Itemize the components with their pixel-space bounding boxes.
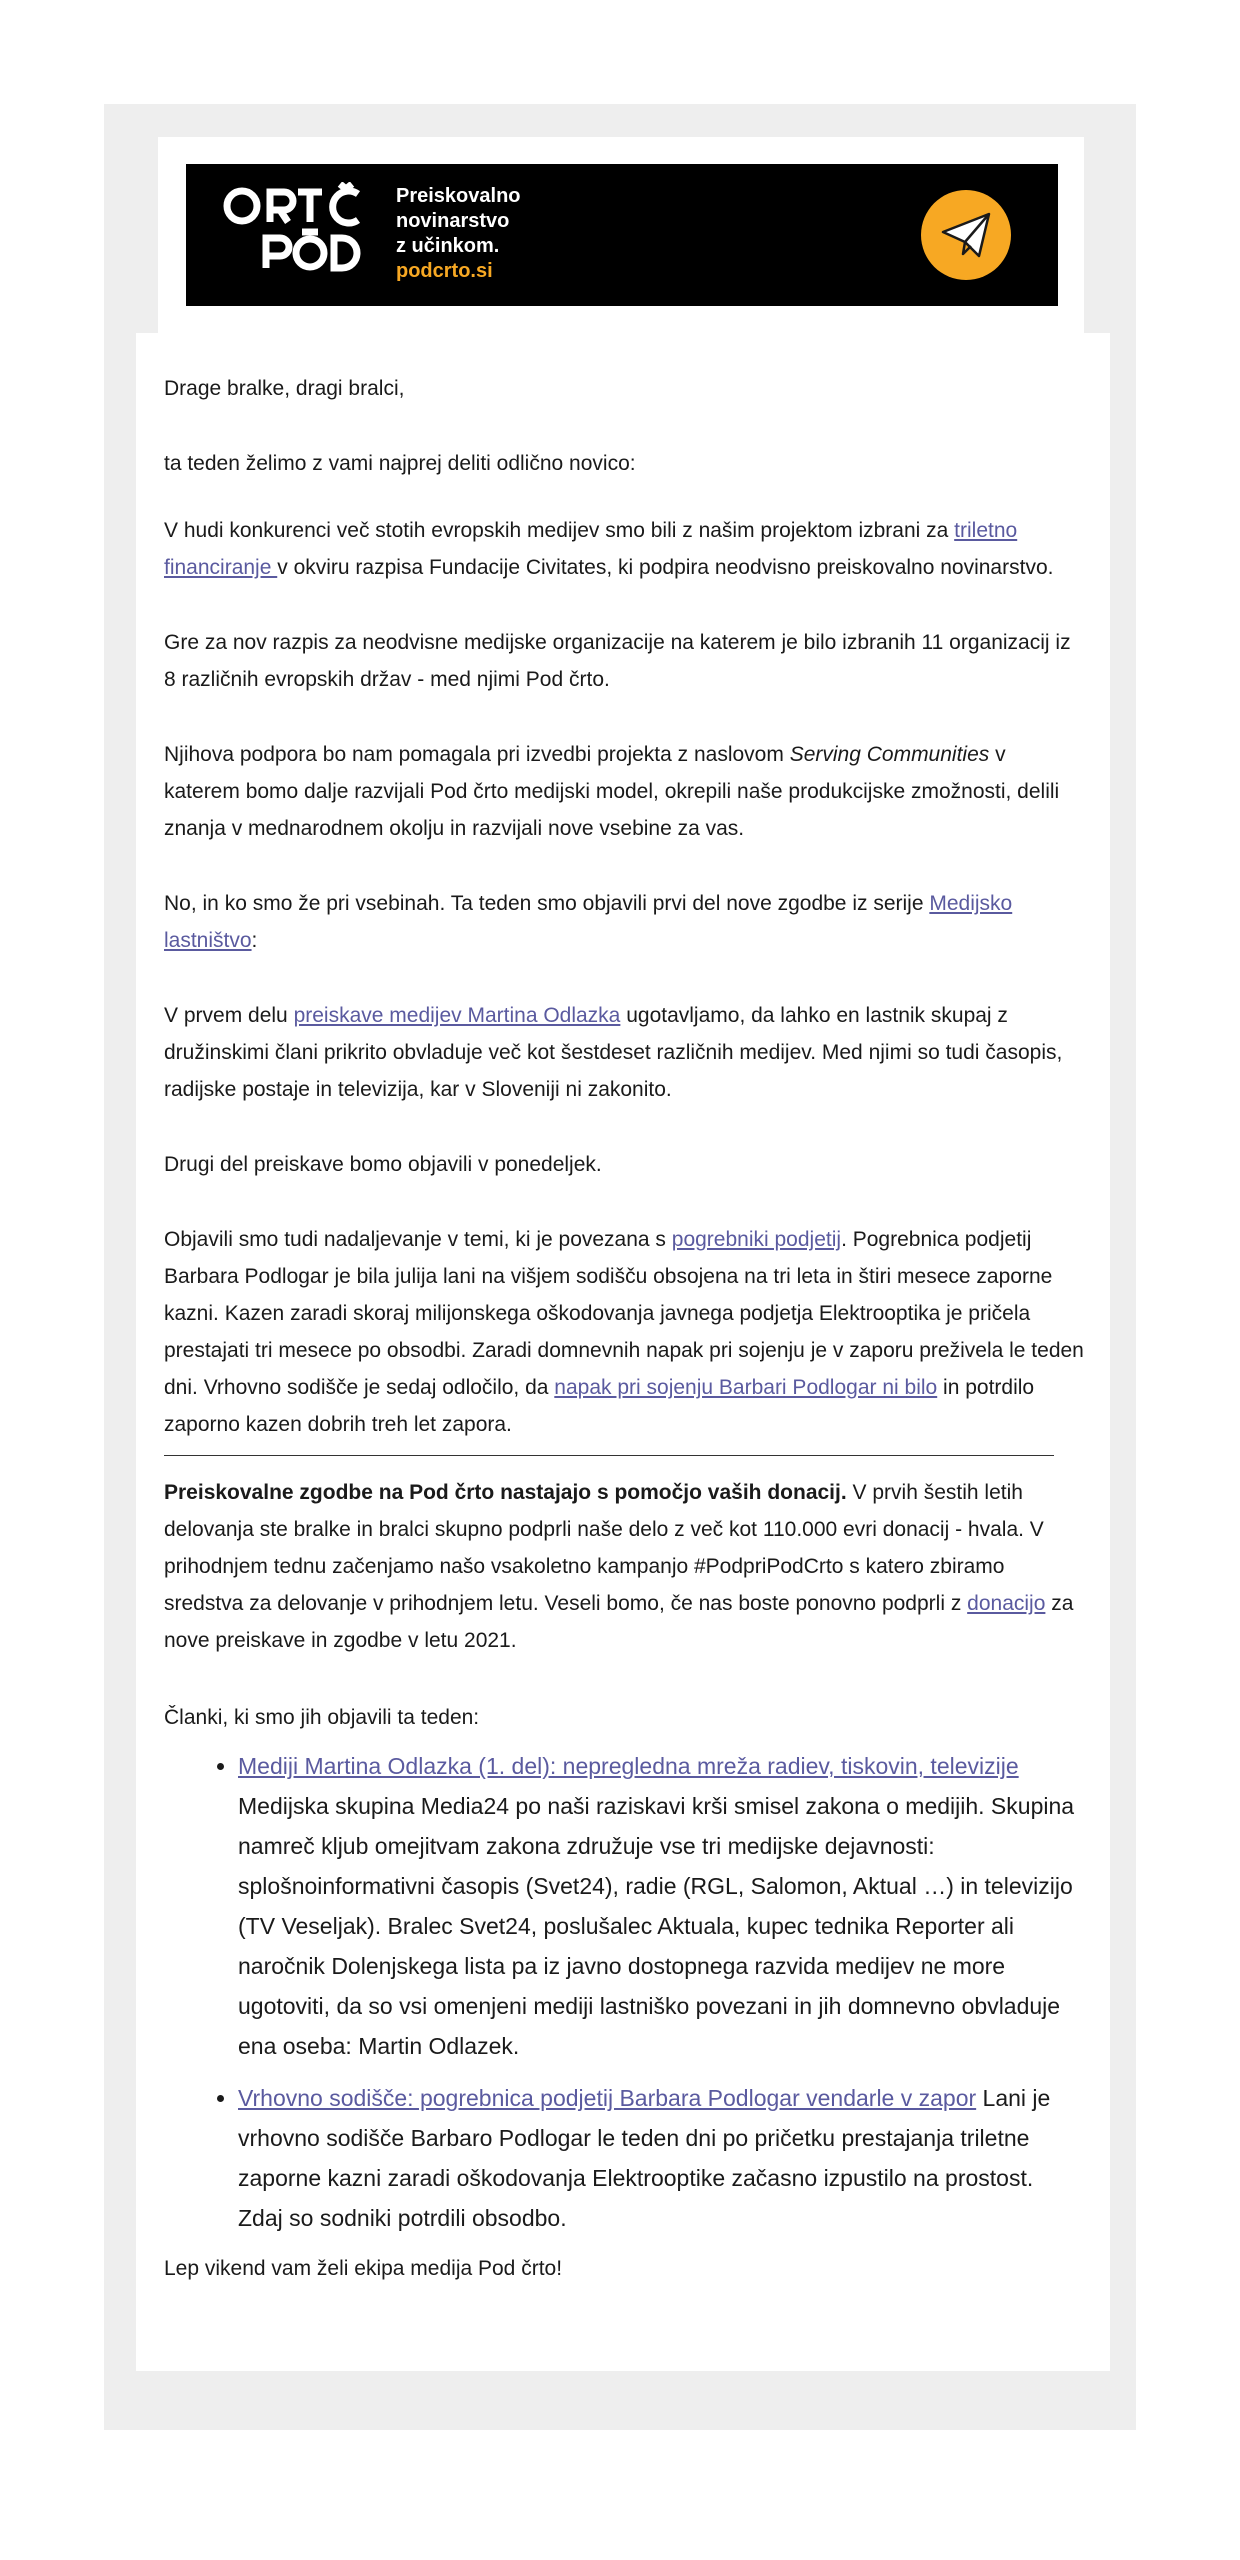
article-link[interactable]: Mediji Martina Odlazka (1. del): nepregledna mreža radiev, tiskovin, televizije <box>238 1753 1019 1779</box>
paragraph-civitates <box>164 512 1084 586</box>
tagline-line-2: novinarstvo <box>396 210 510 232</box>
text: v okviru razpisa Fundacije Civitates, ki podpira neodvisno preiskovalno novinarstvo. <box>277 556 1054 579</box>
text: in potrdilo zaporno kazen dobrih treh let zapora. <box>164 1376 1035 1436</box>
text: V hudi konkurenci več stotih evropskih medijev smo bili z našim projektom izbrani za <box>164 519 955 542</box>
donation-heading: Preiskovalne zgodbe na Pod črto nastajajo s pomočjo vaših donacij. <box>164 1481 847 1504</box>
article-summary: Lani je vrhovno sodišče Barbaro Podlogar le teden dni po pričetku prestajanja triletne zaporne kazni zaradi oškodovanja Elektrooptike začasno izpustilo na prostost. Zdaj so sodniki potrdili obsodbo. <box>238 2085 1051 2231</box>
text: Njihova podpora bo nam pomagala pri izvedbi projekta z naslovom <box>164 743 790 766</box>
article-link[interactable]: Vrhovno sodišče: pogrebnica podjetij Barbara Podlogar vendarle v zapor <box>238 2085 977 2111</box>
link-preiskave-medijev[interactable]: preiskave medijev Martina Odlazka <box>293 1004 621 1027</box>
text: V prvih šestih letih delovanja ste bralke in bralci skupno podprli naše delo z več kot 110.000 evri donacij - hvala. V prihodnjem tednu začenjamo našo vsakoletno kampanjo #PodpriPodCrto s katero zbiramo sredstva za delovanje v prihodnjem letu. Veseli bomo, če nas boste ponovno podprli z <box>164 1481 1044 1615</box>
link-pogrebniki-podjetij[interactable]: pogrebniki podjetij <box>671 1228 842 1251</box>
list-item <box>238 1746 1084 2066</box>
articles-list <box>164 1746 1084 2238</box>
paper-plane-icon <box>921 190 1011 280</box>
logo-mark <box>222 182 372 272</box>
site-url: podcrto.si <box>396 260 493 282</box>
greeting: Drage bralke, dragi bralci, <box>164 377 405 400</box>
text: . Pogrebnica podjetij Barbara Podlogar je bila julija lani na višjem sodišču obsojena na tri leta in štiri mesece zaporne kazni. Kazen zaradi skoraj milijonskega oškodovanja javnega podjetja Elektrooptika je pričela prestajati tri mesece po obsodbi. Zaradi domnevnih napak pri sojenju je v zaporu preživela le teden dni. Vrhovno sodišče je sedaj odločilo, da <box>164 1228 1084 1399</box>
link-medijsko-lastnistvo[interactable]: Medijsko lastništvo <box>164 892 1013 952</box>
text: No, in ko smo že pri vsebinah. Ta teden smo objavili prvi del nove zgodbe iz serije <box>164 892 930 915</box>
tagline-line-1: Preiskovalno <box>396 185 521 207</box>
email-body <box>164 370 1084 2325</box>
link-triletno-financiranje[interactable]: triletno financiranje <box>164 519 1018 579</box>
paragraph-donacije <box>164 1474 1084 1659</box>
paragraph-serving-communities <box>164 736 1084 847</box>
tagline-line-3: z učinkom. <box>396 235 500 257</box>
paragraph-odlazek <box>164 997 1084 1108</box>
podcrto-logo <box>222 182 372 272</box>
text: ugotavljamo, da lahko en lastnik skupaj z družinskimi člani prikrito obvladuje več kot šestdeset različnih medijev. Med njimi so tudi časopis, radijske postaje in televizija, kar v Sloveniji ni zakonito. <box>164 1004 1063 1101</box>
text: Objavili smo tudi nadaljevanje v temi, ki je povezana s <box>164 1228 672 1251</box>
link-donacijo[interactable]: donacijo <box>967 1592 1046 1615</box>
article-summary: Medijska skupina Media24 po naši raziskavi krši smisel zakona o medijih. Skupina namreč kljub omejitvam zakona združuje vse tri medijske dejavnosti: splošnoinformativni časopis (Svet24), radie (RGL, Salomon, Aktual …) in televizijo (TV Veseljak). Bralec Svet24, poslušalec Aktuala, kupec tednika Reporter ali naročnik Dolenjskega lista pa iz javno dostopnega razvida medijev ne more ugotoviti, da so vsi omenjeni mediji lastniško povezani in jih domnevno obvladuje ena oseba: Martin Odlazek. <box>238 1793 1075 2059</box>
paragraph-pogrebniki <box>164 1221 1084 1443</box>
text: za nove preiskave in zgodbe v letu 2021. <box>164 1592 1074 1652</box>
header-banner[interactable] <box>186 164 1058 306</box>
text: v katerem bomo dalje razvijali Pod črto medijski model, okrepili naše produkcijske zmožnosti, delili znanja v mednarodnem okolju in razvijali nove vsebine za vas. <box>164 743 1060 840</box>
intro-text: ta teden želimo z vami najprej deliti odlično novico: <box>164 452 636 475</box>
project-name: Serving Communities <box>789 743 990 766</box>
link-napak-pri-sojenju[interactable]: napak pri sojenju Barbari Podlogar ni bilo <box>554 1376 938 1399</box>
articles-intro: Članki, ki smo jih objavili ta teden: <box>164 1706 480 1729</box>
list-item <box>238 2078 1084 2238</box>
closing-line: Lep vikend vam želi ekipa medija Pod črto! <box>164 2257 563 2280</box>
divider <box>164 1455 1054 1456</box>
paragraph-razpis: Gre za nov razpis za neodvisne medijske organizacije na katerem je bilo izbranih 11 organizacij iz 8 različnih evropskih držav - med njimi Pod črto. <box>164 631 1071 691</box>
paragraph-drugi-del: Drugi del preiskave bomo objavili v ponedeljek. <box>164 1153 602 1176</box>
paragraph-vsebine <box>164 885 1084 959</box>
text: : <box>251 929 258 952</box>
text: V prvem delu <box>164 1004 294 1027</box>
tagline <box>396 184 521 284</box>
